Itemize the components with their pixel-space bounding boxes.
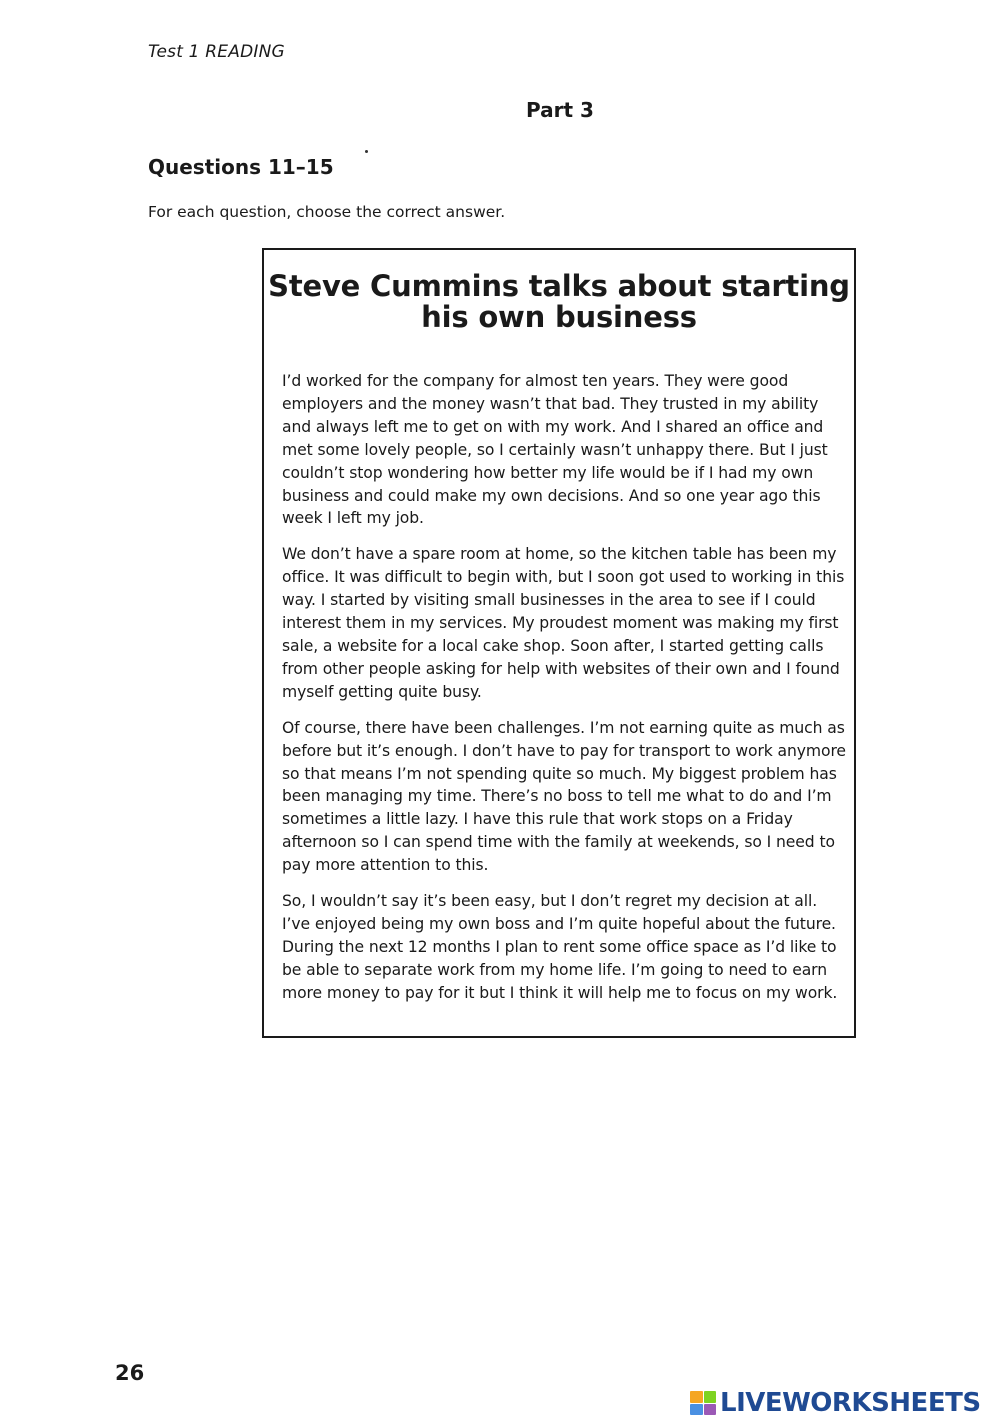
- logo-square-4: [704, 1404, 717, 1416]
- liveworksheets-logo-icon: [690, 1391, 716, 1415]
- article-box: [262, 248, 856, 1038]
- watermark-text: LIVEWORKSHEETS: [720, 1388, 981, 1418]
- liveworksheets-watermark[interactable]: [690, 1388, 981, 1418]
- article-paragraph-2: We don’t have a spare room at home, so the kitchen table has been my office. It was difficult to begin with, but I soon got used to working in this way. I started by visiting small businesses in the area to see if I could interest them in my services. My proudest moment was making my first sale, a website for a local cake shop. Soon after, I started getting calls from other people asking for help with websites of their own and I found myself getting quite busy.: [282, 545, 845, 701]
- article-paragraph-3: Of course, there have been challenges. I’m not earning quite as much as before but it’s enough. I don’t have to pay for transport to work anymore so that means I’m not spending quite so much. My biggest problem has been managing my time. There’s no boss to tell me what to do and I’m sometimes a little lazy. I have this rule that work stops on a Friday afternoon so I can spend time with the family at weekends, so I need to pay more attention to this.: [282, 718, 846, 875]
- logo-square-2: [704, 1391, 717, 1403]
- article-paragraph-4: So, I wouldn’t say it’s been easy, but I don’t regret my decision at all. I’ve enjoyed being my own boss and I’m quite hopeful about the future. During the next 12 months I plan to rent some office space as I’d like to be able to separate work from my home life. I’m going to need to earn more money to pay for it but I think it will help me to focus on my work.: [282, 892, 838, 1002]
- running-head: Test 1 READING: [148, 42, 285, 62]
- part-title: Part 3: [526, 98, 594, 122]
- page-number: 26: [115, 1361, 145, 1385]
- article-paragraph-1: I’d worked for the company for almost ten years. They were good employers and the money wasn’t that bad. They trusted in my ability and always left me to get on with my work. And I shared an office and met some lovely people, so I certainly wasn’t unhappy there. But I just couldn’t stop wondering how better my life would be if I had my own business and could make my own decisions. And so one year ago this week I left my job.: [282, 372, 828, 528]
- article-title-line-2: his own business: [421, 300, 697, 334]
- instructions-text: For each question, choose the correct answer.: [148, 203, 506, 221]
- article-title-line-1: Steve Cummins talks about starting: [268, 269, 850, 303]
- article-body: [282, 370, 846, 1018]
- stray-ink-mark: [365, 150, 368, 153]
- logo-square-1: [690, 1391, 703, 1403]
- article-title: [264, 271, 854, 333]
- questions-heading: Questions 11–15: [148, 155, 334, 179]
- logo-square-3: [690, 1404, 703, 1416]
